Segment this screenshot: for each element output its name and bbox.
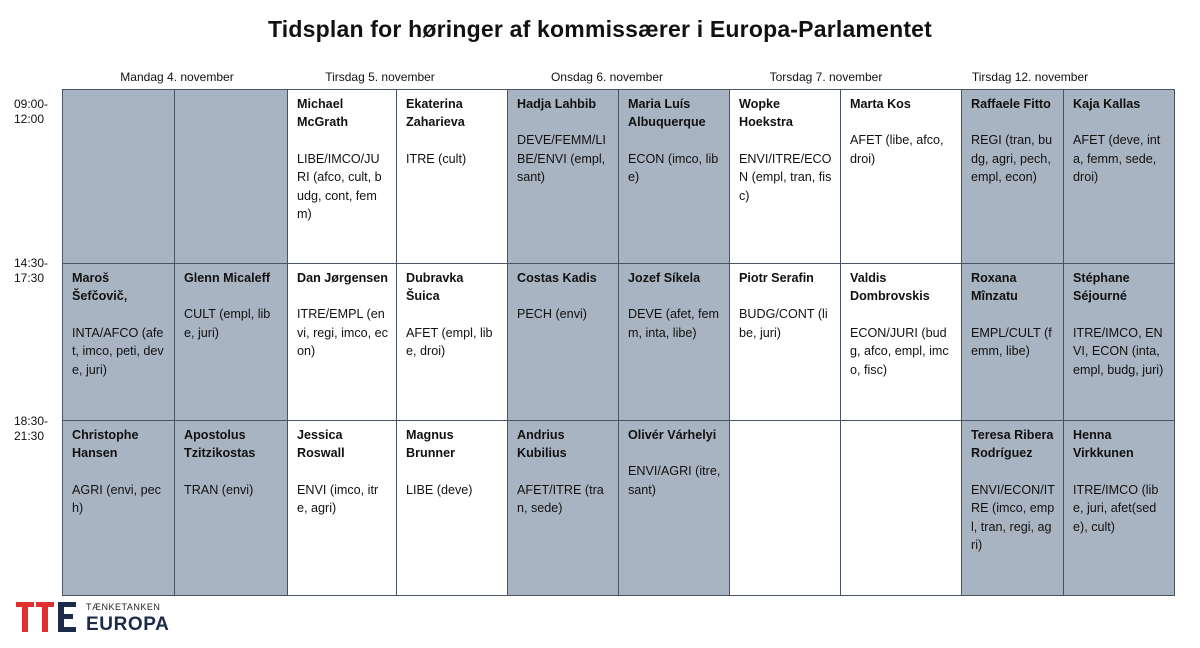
- commissioner-name: Dan Jørgensen: [297, 271, 388, 285]
- schedule-cell: [507, 420, 619, 596]
- schedule-cell: [174, 89, 288, 264]
- schedule-cell: [618, 89, 730, 264]
- committee-list: REGI (tran, budg, agri, pech, empl, econ): [971, 133, 1053, 185]
- commissioner-name: Michael McGrath: [297, 97, 349, 130]
- schedule-cell: [1063, 263, 1175, 421]
- committee-list: ITRE/IMCO, ENVI, ECON (inta, empl, budg, juri): [1073, 325, 1164, 377]
- time-label: 14:30-17:30: [14, 256, 49, 285]
- committee-list: ITRE (cult): [406, 151, 467, 166]
- schedule-cell: [840, 89, 962, 264]
- commissioner-name: Jozef Síkela: [628, 271, 701, 285]
- committee-list: ENVI (imco, itre, agri): [297, 482, 379, 516]
- committee-list: EMPL/CULT (femm, libe): [971, 325, 1052, 359]
- schedule-cell: [618, 263, 730, 421]
- committee-list: CULT (empl, libe, juri): [184, 307, 271, 340]
- schedule-cell: [396, 89, 508, 264]
- day-header: Tirsdag 5. november: [325, 70, 435, 84]
- commissioner-name: Henna Virkkunen: [1073, 428, 1134, 461]
- schedule-cell: [961, 420, 1064, 596]
- schedule-cell: [174, 263, 288, 421]
- schedule-cell: [961, 263, 1064, 421]
- commissioner-name: Christophe Hansen: [72, 428, 139, 461]
- schedule-cell: [618, 420, 730, 596]
- schedule-cell: [396, 263, 508, 421]
- commissioner-name: Teresa Ribera Rodríguez: [971, 428, 1054, 461]
- schedule-cell: [62, 263, 175, 421]
- logo-big-text: EUROPA: [86, 614, 170, 635]
- schedule-cell: [729, 263, 841, 421]
- day-header: Torsdag 7. november: [769, 70, 883, 84]
- schedule-cell: [174, 420, 288, 596]
- day-header: Tirsdag 12. november: [971, 70, 1089, 84]
- committee-list: LIBE/IMCO/JURI (afco, cult, budg, cont, femm): [297, 151, 382, 222]
- schedule-cell: [507, 263, 619, 421]
- day-header: Mandag 4. november: [120, 70, 234, 84]
- commissioner-name: Olivér Várhelyi: [628, 428, 717, 442]
- committee-list: ENVI/ITRE/ECON (empl, tran, fisc): [739, 151, 832, 203]
- schedule-cell: [840, 263, 962, 421]
- committee-list: ENVI/ECON/ITRE (imco, empl, tran, regi, agri): [971, 482, 1055, 553]
- commissioner-name: Glenn Micaleff: [184, 271, 271, 285]
- schedule-cell: [287, 89, 397, 264]
- committee-list: AFET (empl, libe, droi): [406, 325, 493, 359]
- committee-list: ITRE/IMCO (libe, juri, afet(sede), cult): [1073, 482, 1159, 534]
- schedule-cell: [62, 89, 175, 264]
- commissioner-name: Jessica Roswall: [297, 428, 345, 461]
- commissioner-name: Valdis Dombrovskis: [850, 271, 930, 304]
- commissioner-name: Piotr Serafin: [739, 271, 814, 285]
- logo-mark-icon: [16, 602, 82, 639]
- schedule-cell: [507, 89, 619, 264]
- commissioner-name: Stéphane Séjourné: [1073, 271, 1130, 304]
- commissioner-name: Andrius Kubilius: [517, 428, 567, 461]
- commissioner-name: Kaja Kallas: [1073, 97, 1141, 111]
- commissioner-name: Wopke Hoekstra: [739, 97, 793, 130]
- committee-list: ECON (imco, libe): [628, 151, 719, 185]
- commissioner-name: Marta Kos: [850, 97, 911, 111]
- commissioner-name: Ekaterina Zaharieva: [406, 97, 465, 130]
- committee-list: DEVE (afet, femm, inta, libe): [628, 307, 719, 340]
- page-title: Tidsplan for høringer af kommissærer i Europa-Parlamentet: [267, 16, 933, 42]
- committee-list: BUDG/CONT (libe, juri): [739, 307, 828, 340]
- commissioner-name: Apostolus Tzitzikostas: [184, 428, 256, 461]
- commissioner-name: Magnus Brunner: [406, 428, 455, 461]
- schedule-cell: [1063, 420, 1175, 596]
- commissioner-name: Hadja Lahbib: [517, 97, 597, 111]
- schedule-cell: [287, 420, 397, 596]
- time-label: 18:30-21:30: [14, 414, 49, 443]
- committee-list: AFET/ITRE (tran, sede): [517, 482, 604, 516]
- commissioner-name: Maria Luís Albuquerque: [628, 97, 706, 130]
- schedule-cell: [729, 420, 841, 596]
- schedule-cell: [840, 420, 962, 596]
- committee-list: LIBE (deve): [406, 482, 473, 497]
- schedule-cell: [396, 420, 508, 596]
- commissioner-name: Roxana Mînzatu: [971, 271, 1018, 304]
- committee-list: AFET (libe, afco, droi): [850, 133, 944, 166]
- committee-list: ITRE/EMPL (envi, regi, imco, econ): [297, 307, 388, 359]
- commissioner-name: Maroš Šefčovič,: [72, 271, 128, 304]
- committee-list: ECON/JURI (budg, afco, empl, imco, fisc): [850, 325, 949, 377]
- logo-small-text: TÆNKETANKEN: [86, 602, 161, 612]
- schedule-cell: [287, 263, 397, 421]
- commissioner-name: Raffaele Fitto: [971, 97, 1051, 111]
- committee-list: ENVI/AGRI (itre, sant): [628, 464, 721, 497]
- schedule-cell: [729, 89, 841, 264]
- commissioner-name: Dubravka Šuica: [406, 271, 464, 304]
- committee-list: AGRI (envi, pech): [72, 482, 161, 516]
- time-label: 09:00-12:00: [14, 97, 49, 126]
- committee-list: DEVE/FEMM/LIBE/ENVI (empl, sant): [517, 133, 606, 185]
- committee-list: TRAN (envi): [184, 482, 254, 497]
- schedule-cell: [961, 89, 1064, 264]
- commissioner-name: Costas Kadis: [517, 271, 597, 285]
- schedule-cell: [1063, 89, 1175, 264]
- schedule-cell: [62, 420, 175, 596]
- day-header: Onsdag 6. november: [550, 70, 664, 84]
- committee-list: AFET (deve, inta, femm, sede, droi): [1073, 133, 1161, 185]
- committee-list: INTA/AFCO (afet, imco, peti, deve, juri): [72, 325, 164, 377]
- committee-list: PECH (envi): [517, 307, 587, 322]
